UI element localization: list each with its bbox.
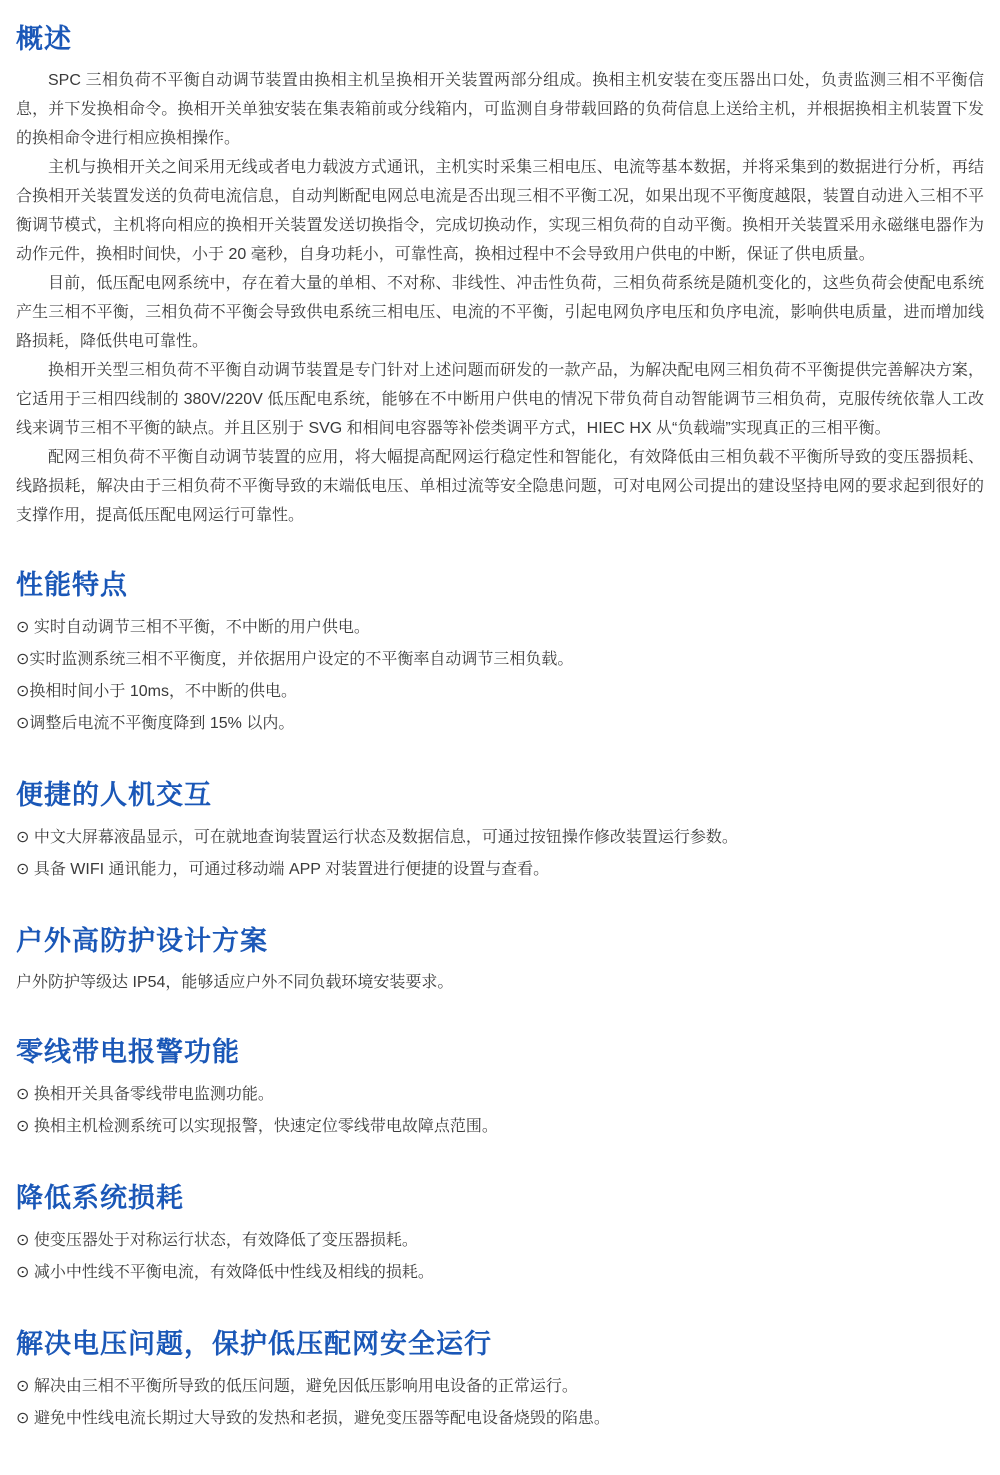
bullet-icon: ⊙ bbox=[16, 829, 30, 846]
hmi-bullet-list bbox=[16, 822, 984, 886]
bullet-icon: ⊙ bbox=[16, 1086, 30, 1103]
bullet-text: 使变压器处于对称运行状态，有效降低了变压器损耗。 bbox=[29, 1232, 418, 1249]
bullet-icon: ⊙ bbox=[16, 651, 30, 668]
section-title-performance: 性能特点 bbox=[16, 570, 128, 600]
bullet-item bbox=[16, 708, 984, 740]
bullet-text: 实时自动调节三相不平衡，不中断的用户供电。 bbox=[29, 619, 370, 636]
section-title-voltage-safety: 解决电压问题，保护低压配网安全运行 bbox=[16, 1329, 492, 1359]
bullet-item bbox=[16, 612, 984, 644]
section-reduce-loss bbox=[16, 1181, 984, 1289]
overview-paragraph-1: SPC 三相负荷不平衡自动调节装置由换相主机呈换相开关装置两部分组成。换相主机安装在变压器出口处，负责监测三相不平衡信息，并下发换相命令。换相开关单独安装在集表箱前或分线箱内，可监测自身带载回路的负荷信息上送给主机，并根据换相主机装置下发的换相命令进行相应换相操作。 bbox=[16, 72, 984, 147]
bullet-item bbox=[16, 1257, 984, 1289]
bullet-icon: ⊙ bbox=[16, 619, 30, 636]
bullet-text: 换相开关具备零线带电监测功能。 bbox=[29, 1086, 274, 1103]
bullet-icon: ⊙ bbox=[16, 1264, 30, 1281]
section-title-outdoor: 户外高防护设计方案 bbox=[16, 926, 268, 956]
bullet-item bbox=[16, 644, 984, 676]
section-performance-features bbox=[16, 568, 984, 740]
bullet-icon: ⊙ bbox=[16, 861, 30, 878]
performance-bullet-list bbox=[16, 612, 984, 740]
bullet-item bbox=[16, 1111, 984, 1143]
section-outdoor-protection bbox=[16, 924, 984, 997]
overview-paragraph-2: 主机与换相开关之间采用无线或者电力载波方式通讯，主机实时采集三相电压、电流等基本数据，并将采集到的数据进行分析，再结合换相开关装置发送的负荷电流信息，自动判断配电网总电流是否出现三相不平衡工况，如果出现不平衡度越限，装置自动进入三相不平衡调节模式，主机将向相应的换相开关装置发送切换指令，完成切换动作，实现三相负荷的自动平衡。换相开关装置采用永磁继电器作为动作元件，换相时间快，小于 20 毫秒，自身功耗小，可靠性高，换相过程中不会导致用户供电的中断，保证了供电质量。 bbox=[16, 159, 984, 263]
bullet-text: 减小中性线不平衡电流，有效降低中性线及相线的损耗。 bbox=[29, 1264, 434, 1281]
bullet-item bbox=[16, 1079, 984, 1111]
bullet-text: 具备 WIFI 通讯能力，可通过移动端 APP 对装置进行便捷的设置与查看。 bbox=[29, 861, 550, 878]
section-title-neutral-alarm: 零线带电报警功能 bbox=[16, 1037, 240, 1067]
bullet-text: 解决由三相不平衡所导致的低压问题，避免因低压影响用电设备的正常运行。 bbox=[29, 1378, 578, 1395]
bullet-item bbox=[16, 676, 984, 708]
bullet-icon: ⊙ bbox=[16, 1232, 30, 1249]
bullet-item bbox=[16, 1371, 984, 1403]
bullet-text: 避免中性线电流长期过大导致的发热和老损，避免变压器等配电设备烧毁的陷患。 bbox=[29, 1410, 610, 1427]
section-voltage-safety bbox=[16, 1327, 984, 1435]
neutral-alarm-bullet-list bbox=[16, 1079, 984, 1143]
bullet-item bbox=[16, 854, 984, 886]
section-title-hmi: 便捷的人机交互 bbox=[16, 780, 212, 810]
bullet-item bbox=[16, 1225, 984, 1257]
bullet-item bbox=[16, 1403, 984, 1435]
bullet-icon: ⊙ bbox=[16, 683, 30, 700]
bullet-text: 换相时间小于 10ms，不中断的供电。 bbox=[29, 683, 297, 700]
bullet-icon: ⊙ bbox=[16, 1378, 30, 1395]
outdoor-protection-text: 户外防护等级达 IP54，能够适应户外不同负载环境安装要求。 bbox=[16, 974, 454, 991]
bullet-item bbox=[16, 822, 984, 854]
section-overview bbox=[16, 22, 984, 530]
bullet-icon: ⊙ bbox=[16, 1118, 30, 1135]
bullet-text: 调整后电流不平衡度降到 15% 以内。 bbox=[29, 715, 295, 732]
bullet-text: 换相主机检测系统可以实现报警，快速定位零线带电故障点范围。 bbox=[29, 1118, 498, 1135]
bullet-text: 中文大屏幕液晶显示，可在就地查询装置运行状态及数据信息，可通过按钮操作修改装置运行参数。 bbox=[29, 829, 738, 846]
bullet-text: 实时监测系统三相不平衡度，并依据用户设定的不平衡率自动调节三相负载。 bbox=[29, 651, 574, 668]
section-title-overview: 概述 bbox=[16, 24, 72, 54]
overview-paragraph-3: 目前，低压配电网系统中，存在着大量的单相、不对称、非线性、冲击性负荷，三相负荷系统是随机变化的，这些负荷会使配电系统产生三相不平衡，三相负荷不平衡会导致供电系统三相电压、电流的不平衡，引起电网负序电压和负序电流，影响供电质量，进而增加线路损耗，降低供电可靠性。 bbox=[16, 275, 984, 350]
bullet-icon: ⊙ bbox=[16, 715, 30, 732]
section-neutral-alarm bbox=[16, 1035, 984, 1143]
overview-paragraph-5: 配网三相负荷不平衡自动调节装置的应用，将大幅提高配网运行稳定性和智能化，有效降低由三相负载不平衡所导致的变压器损耗、线路损耗，解决由于三相负荷不平衡导致的末端低电压、单相过流等安全隐患问题，可对电网公司提出的建设坚持电网的要求起到很好的支撑作用，提高低压配电网运行可靠性。 bbox=[16, 449, 984, 524]
section-title-reduce-loss: 降低系统损耗 bbox=[16, 1183, 184, 1213]
overview-paragraph-4: 换相开关型三相负荷不平衡自动调节装置是专门针对上述问题而研发的一款产品，为解决配电网三相负荷不平衡提供完善解决方案，它适用于三相四线制的 380V/220V 低压配电系统，能够在不中断用户供电的情况下带负荷自动智能调节三相负荷，克服传统依靠人工改线来调节三相不平衡的缺点。并且区别于 SVG 和相间电容器等补偿类调平方式，HIEC HX 从“负载端”实现真正的三相平衡。 bbox=[16, 362, 984, 437]
voltage-safety-bullet-list bbox=[16, 1371, 984, 1435]
section-hmi bbox=[16, 778, 984, 886]
reduce-loss-bullet-list bbox=[16, 1225, 984, 1289]
bullet-icon: ⊙ bbox=[16, 1410, 30, 1427]
